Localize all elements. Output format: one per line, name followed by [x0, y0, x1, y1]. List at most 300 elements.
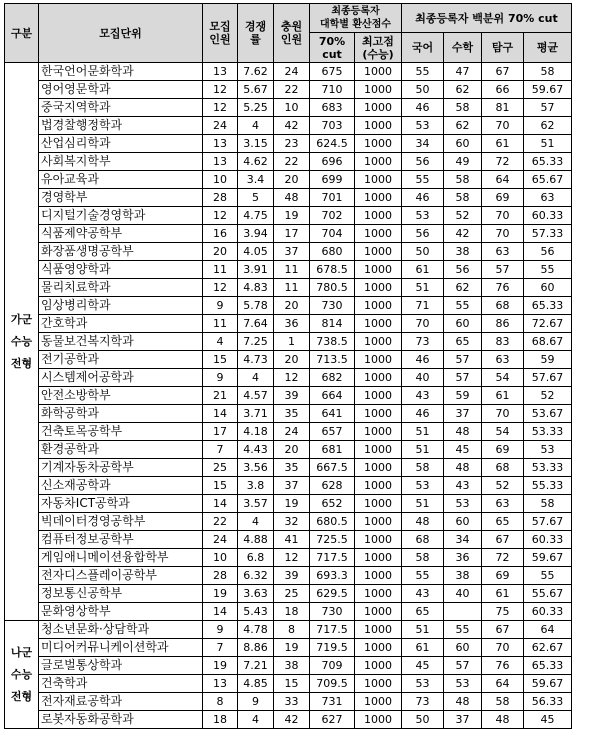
- table-row: [5, 711, 572, 729]
- cell-comp: 6.8: [238, 549, 274, 567]
- cell-inq: 63: [482, 351, 524, 369]
- cell-cut: 717.5: [310, 549, 355, 567]
- table-row: [5, 585, 572, 603]
- cell-cut: 730: [310, 603, 355, 621]
- cell-avg: 65.33: [524, 297, 572, 315]
- unit-name: 임상병리학과: [39, 297, 203, 315]
- cell-cut: 704: [310, 225, 355, 243]
- cell-max: 1000: [355, 279, 402, 297]
- cell-comp: 3.57: [238, 495, 274, 513]
- cell-comp: 4.43: [238, 441, 274, 459]
- cell-avg: 53.67: [524, 405, 572, 423]
- table-row: [5, 405, 572, 423]
- unit-name: 물리치료학과: [39, 279, 203, 297]
- cell-max: 1000: [355, 657, 402, 675]
- cell-recruit: 9: [203, 297, 238, 315]
- cell-inq: 70: [482, 639, 524, 657]
- cell-recruit: 14: [203, 603, 238, 621]
- cell-cut: 703: [310, 117, 355, 135]
- cell-max: 1000: [355, 549, 402, 567]
- table-row: [5, 567, 572, 585]
- cell-comp: 4.57: [238, 387, 274, 405]
- table-row: [5, 513, 572, 531]
- cell-math: 57: [444, 369, 482, 387]
- cell-comp: 9: [238, 693, 274, 711]
- cell-comp: 3.15: [238, 135, 274, 153]
- table-row: [5, 693, 572, 711]
- cell-math: 38: [444, 243, 482, 261]
- cell-added: 22: [274, 81, 310, 99]
- cell-cut: 681: [310, 441, 355, 459]
- cell-recruit: 14: [203, 405, 238, 423]
- cell-kor: 51: [402, 495, 444, 513]
- cell-math: 37: [444, 711, 482, 729]
- cell-inq: 48: [482, 711, 524, 729]
- table-row: [5, 189, 572, 207]
- cell-avg: 72.67: [524, 315, 572, 333]
- table-row: [5, 351, 572, 369]
- table-row: [5, 297, 572, 315]
- unit-name: 중국지역학과: [39, 99, 203, 117]
- unit-name: 영어영문학과: [39, 81, 203, 99]
- group-label-line: 수능: [10, 334, 33, 348]
- cell-kor: 51: [402, 279, 444, 297]
- table-row: [5, 225, 572, 243]
- cell-avg: 57.67: [524, 513, 572, 531]
- unit-name: 신소재공학과: [39, 477, 203, 495]
- table-row: [5, 171, 572, 189]
- table-row: [5, 603, 572, 621]
- cell-kor: 56: [402, 153, 444, 171]
- cell-inq: 63: [482, 243, 524, 261]
- unit-name: 법경찰행정학과: [39, 117, 203, 135]
- cell-cut: 657: [310, 423, 355, 441]
- header-math: 수학: [444, 33, 482, 63]
- cell-math: 60: [444, 315, 482, 333]
- cell-avg: 59: [524, 351, 572, 369]
- cell-recruit: 12: [203, 279, 238, 297]
- cell-inq: 86: [482, 315, 524, 333]
- cell-math: 60: [444, 135, 482, 153]
- cell-inq: 72: [482, 549, 524, 567]
- cell-inq: 54: [482, 369, 524, 387]
- cell-cut: 780.5: [310, 279, 355, 297]
- table-row: [5, 279, 572, 297]
- cell-inq: 57: [482, 261, 524, 279]
- table-row: [5, 459, 572, 477]
- cell-inq: 68: [482, 459, 524, 477]
- cell-max: 1000: [355, 711, 402, 729]
- cell-max: 1000: [355, 135, 402, 153]
- cell-math: 52: [444, 207, 482, 225]
- cell-recruit: 19: [203, 657, 238, 675]
- cell-avg: 60: [524, 279, 572, 297]
- cell-recruit: 13: [203, 153, 238, 171]
- cell-comp: 4.78: [238, 621, 274, 639]
- cell-kor: 56: [402, 225, 444, 243]
- cell-comp: 4: [238, 117, 274, 135]
- unit-name: 유아교육과: [39, 171, 203, 189]
- cell-kor: 73: [402, 693, 444, 711]
- unit-name: 동물보건복지학과: [39, 333, 203, 351]
- cell-cut: 641: [310, 405, 355, 423]
- cell-kor: 73: [402, 333, 444, 351]
- cell-inq: 67: [482, 63, 524, 81]
- cell-math: 43: [444, 477, 482, 495]
- unit-name: 전자재료공학과: [39, 693, 203, 711]
- cell-comp: 5.43: [238, 603, 274, 621]
- cell-added: 15: [274, 675, 310, 693]
- admission-results-table: [4, 3, 572, 729]
- cell-avg: 57.67: [524, 369, 572, 387]
- cell-avg: 60.33: [524, 603, 572, 621]
- cell-recruit: 7: [203, 441, 238, 459]
- cell-kor: 46: [402, 351, 444, 369]
- cell-comp: 7.21: [238, 657, 274, 675]
- cell-math: 58: [444, 99, 482, 117]
- cell-inq: 63: [482, 495, 524, 513]
- cell-kor: 71: [402, 297, 444, 315]
- cell-recruit: 10: [203, 549, 238, 567]
- table-row: [5, 423, 572, 441]
- cell-avg: 55.33: [524, 477, 572, 495]
- cell-math: 62: [444, 81, 482, 99]
- cell-kor: 65: [402, 603, 444, 621]
- cell-kor: 53: [402, 207, 444, 225]
- cell-kor: 68: [402, 531, 444, 549]
- cell-recruit: 12: [203, 81, 238, 99]
- cell-comp: 5.67: [238, 81, 274, 99]
- cell-inq: 69: [482, 189, 524, 207]
- cell-max: 1000: [355, 675, 402, 693]
- cell-comp: 4.62: [238, 153, 274, 171]
- cell-comp: 4: [238, 711, 274, 729]
- cell-inq: 61: [482, 135, 524, 153]
- cell-added: 35: [274, 459, 310, 477]
- unit-name: 건축토목공학부: [39, 423, 203, 441]
- cell-kor: 55: [402, 567, 444, 585]
- cell-recruit: 12: [203, 99, 238, 117]
- cell-avg: 52: [524, 387, 572, 405]
- header-avg: 평균: [524, 33, 572, 63]
- cell-comp: 7.25: [238, 333, 274, 351]
- cell-inq: 65: [482, 513, 524, 531]
- cell-math: 62: [444, 279, 482, 297]
- table-row: [5, 243, 572, 261]
- cell-inq: 70: [482, 405, 524, 423]
- cell-math: 48: [444, 459, 482, 477]
- table-row: [5, 531, 572, 549]
- cell-inq: 64: [482, 675, 524, 693]
- table-row: [5, 153, 572, 171]
- cell-avg: 59.67: [524, 675, 572, 693]
- cell-recruit: 18: [203, 711, 238, 729]
- cell-max: 1000: [355, 603, 402, 621]
- cell-avg: 64: [524, 621, 572, 639]
- cell-cut: 629.5: [310, 585, 355, 603]
- cell-recruit: 24: [203, 531, 238, 549]
- cell-inq: 52: [482, 477, 524, 495]
- cell-kor: 43: [402, 387, 444, 405]
- unit-name: 한국언어문화학과: [39, 63, 203, 81]
- cell-cut: 693.3: [310, 567, 355, 585]
- cell-cut: 814: [310, 315, 355, 333]
- cell-added: 39: [274, 567, 310, 585]
- unit-name: 컴퓨터정보공학부: [39, 531, 203, 549]
- cell-added: 19: [274, 207, 310, 225]
- cell-avg: 60.33: [524, 531, 572, 549]
- cell-added: 38: [274, 657, 310, 675]
- cell-added: 24: [274, 63, 310, 81]
- cell-math: 40: [444, 585, 482, 603]
- cell-avg: 57: [524, 99, 572, 117]
- cell-kor: 55: [402, 171, 444, 189]
- cell-added: 12: [274, 549, 310, 567]
- cell-inq: 75: [482, 603, 524, 621]
- cell-cut: 680: [310, 243, 355, 261]
- unit-name: 정보통신공학부: [39, 585, 203, 603]
- cell-math: 56: [444, 261, 482, 279]
- cell-max: 1000: [355, 333, 402, 351]
- table-row: [5, 369, 572, 387]
- cell-inq: 81: [482, 99, 524, 117]
- header-max: 최고점 (수능): [355, 33, 402, 63]
- cell-added: 20: [274, 351, 310, 369]
- table-row: [5, 441, 572, 459]
- cell-cut: 731: [310, 693, 355, 711]
- cell-max: 1000: [355, 639, 402, 657]
- cell-inq: 69: [482, 567, 524, 585]
- cell-recruit: 10: [203, 171, 238, 189]
- cell-comp: 4: [238, 513, 274, 531]
- cell-kor: 43: [402, 585, 444, 603]
- cell-recruit: 19: [203, 585, 238, 603]
- cell-avg: 55: [524, 567, 572, 585]
- table-row: [5, 387, 572, 405]
- cell-math: 49: [444, 153, 482, 171]
- cell-math: 53: [444, 675, 482, 693]
- cell-avg: 65.33: [524, 153, 572, 171]
- cell-math: [444, 603, 482, 621]
- cell-added: 25: [274, 585, 310, 603]
- cell-math: 58: [444, 171, 482, 189]
- cell-max: 1000: [355, 459, 402, 477]
- cell-max: 1000: [355, 261, 402, 279]
- cell-max: 1000: [355, 63, 402, 81]
- cell-recruit: 16: [203, 225, 238, 243]
- table-row: [5, 99, 572, 117]
- table-row: [5, 81, 572, 99]
- table-row: [5, 675, 572, 693]
- cell-math: 62: [444, 117, 482, 135]
- cell-cut: 683: [310, 99, 355, 117]
- cell-inq: 76: [482, 657, 524, 675]
- header-cut70: 70% cut: [310, 33, 355, 63]
- cell-recruit: 28: [203, 567, 238, 585]
- cell-max: 1000: [355, 387, 402, 405]
- cell-kor: 48: [402, 513, 444, 531]
- cell-comp: 3.4: [238, 171, 274, 189]
- cell-cut: 682: [310, 369, 355, 387]
- cell-avg: 59.67: [524, 549, 572, 567]
- cell-kor: 40: [402, 369, 444, 387]
- header-percentile: 최종등록자 백분위 70% cut: [402, 4, 572, 33]
- cell-comp: 7.64: [238, 315, 274, 333]
- cell-max: 1000: [355, 441, 402, 459]
- cell-comp: 3.8: [238, 477, 274, 495]
- cell-added: 22: [274, 153, 310, 171]
- cell-max: 1000: [355, 189, 402, 207]
- cell-avg: 55: [524, 261, 572, 279]
- cell-cut: 628: [310, 477, 355, 495]
- unit-name: 안전소방학부: [39, 387, 203, 405]
- cell-avg: 68.67: [524, 333, 572, 351]
- cell-added: 23: [274, 135, 310, 153]
- cell-kor: 46: [402, 405, 444, 423]
- cell-inq: 58: [482, 693, 524, 711]
- cell-recruit: 11: [203, 315, 238, 333]
- cell-recruit: 28: [203, 189, 238, 207]
- cell-max: 1000: [355, 81, 402, 99]
- cell-comp: 3.94: [238, 225, 274, 243]
- cell-kor: 34: [402, 135, 444, 153]
- group-label-line: 수능: [10, 667, 33, 681]
- cell-max: 1000: [355, 225, 402, 243]
- cell-math: 42: [444, 225, 482, 243]
- cell-cut: 652: [310, 495, 355, 513]
- cell-added: 42: [274, 711, 310, 729]
- unit-name: 전자디스플레이공학부: [39, 567, 203, 585]
- unit-name: 식품제약공학부: [39, 225, 203, 243]
- cell-comp: 3.71: [238, 405, 274, 423]
- cell-avg: 63: [524, 189, 572, 207]
- cell-recruit: 24: [203, 117, 238, 135]
- cell-comp: 4.73: [238, 351, 274, 369]
- cell-added: 39: [274, 387, 310, 405]
- cell-recruit: 7: [203, 639, 238, 657]
- cell-math: 37: [444, 405, 482, 423]
- cell-recruit: 12: [203, 207, 238, 225]
- cell-added: 20: [274, 441, 310, 459]
- cell-cut: 699: [310, 171, 355, 189]
- group-label-line: 가군: [10, 312, 33, 326]
- cell-kor: 50: [402, 711, 444, 729]
- cell-cut: 701: [310, 189, 355, 207]
- cell-math: 55: [444, 621, 482, 639]
- cell-added: 36: [274, 315, 310, 333]
- cell-recruit: 25: [203, 459, 238, 477]
- cell-math: 57: [444, 657, 482, 675]
- cell-added: 8: [274, 621, 310, 639]
- cell-kor: 51: [402, 423, 444, 441]
- cell-math: 65: [444, 333, 482, 351]
- cell-added: 33: [274, 693, 310, 711]
- cell-cut: 717.5: [310, 621, 355, 639]
- cell-max: 1000: [355, 171, 402, 189]
- unit-name: 디지털기술경영학과: [39, 207, 203, 225]
- cell-kor: 53: [402, 675, 444, 693]
- cell-inq: 69: [482, 441, 524, 459]
- cell-recruit: 15: [203, 351, 238, 369]
- cell-kor: 53: [402, 117, 444, 135]
- unit-name: 사회복지학부: [39, 153, 203, 171]
- header-unit: 모집단위: [39, 4, 203, 63]
- cell-kor: 46: [402, 99, 444, 117]
- header-group: 구분: [5, 4, 39, 63]
- cell-max: 1000: [355, 351, 402, 369]
- cell-max: 1000: [355, 693, 402, 711]
- cell-kor: 51: [402, 441, 444, 459]
- cell-comp: 4.75: [238, 207, 274, 225]
- cell-max: 1000: [355, 153, 402, 171]
- cell-cut: 725.5: [310, 531, 355, 549]
- unit-name: 건축학과: [39, 675, 203, 693]
- cell-inq: 70: [482, 207, 524, 225]
- cell-recruit: 20: [203, 243, 238, 261]
- cell-math: 60: [444, 639, 482, 657]
- cell-comp: 3.56: [238, 459, 274, 477]
- cell-math: 48: [444, 423, 482, 441]
- cell-added: 11: [274, 279, 310, 297]
- cell-kor: 50: [402, 243, 444, 261]
- cell-max: 1000: [355, 567, 402, 585]
- cell-recruit: 8: [203, 693, 238, 711]
- cell-math: 47: [444, 63, 482, 81]
- cell-recruit: 17: [203, 423, 238, 441]
- cell-recruit: 15: [203, 477, 238, 495]
- cell-max: 1000: [355, 99, 402, 117]
- cell-added: 42: [274, 117, 310, 135]
- cell-avg: 62.67: [524, 639, 572, 657]
- cell-inq: 61: [482, 585, 524, 603]
- cell-kor: 58: [402, 459, 444, 477]
- unit-name: 전기공학과: [39, 351, 203, 369]
- header-inquiry: 탐구: [482, 33, 524, 63]
- cell-cut: 627: [310, 711, 355, 729]
- group-label-line: 나군: [10, 645, 33, 659]
- cell-avg: 56.33: [524, 693, 572, 711]
- group-label: [5, 63, 39, 621]
- cell-recruit: 11: [203, 261, 238, 279]
- cell-added: 32: [274, 513, 310, 531]
- cell-kor: 61: [402, 639, 444, 657]
- cell-added: 19: [274, 495, 310, 513]
- cell-kor: 61: [402, 261, 444, 279]
- cell-math: 55: [444, 297, 482, 315]
- cell-avg: 62: [524, 117, 572, 135]
- cell-avg: 65.67: [524, 171, 572, 189]
- cell-added: 24: [274, 423, 310, 441]
- cell-comp: 6.32: [238, 567, 274, 585]
- cell-comp: 4.88: [238, 531, 274, 549]
- cell-comp: 4: [238, 369, 274, 387]
- cell-cut: 709.5: [310, 675, 355, 693]
- cell-avg: 53.33: [524, 459, 572, 477]
- cell-kor: 51: [402, 621, 444, 639]
- cell-cut: 702: [310, 207, 355, 225]
- cell-recruit: 13: [203, 63, 238, 81]
- cell-added: 37: [274, 477, 310, 495]
- unit-name: 기계자동차공학부: [39, 459, 203, 477]
- unit-name: 산업심리학과: [39, 135, 203, 153]
- cell-added: 18: [274, 603, 310, 621]
- cell-max: 1000: [355, 207, 402, 225]
- cell-math: 60: [444, 513, 482, 531]
- cell-kor: 46: [402, 189, 444, 207]
- cell-max: 1000: [355, 531, 402, 549]
- header-final-score: 최종등록자 대학별 환산점수: [310, 4, 402, 33]
- table-row: [5, 621, 572, 639]
